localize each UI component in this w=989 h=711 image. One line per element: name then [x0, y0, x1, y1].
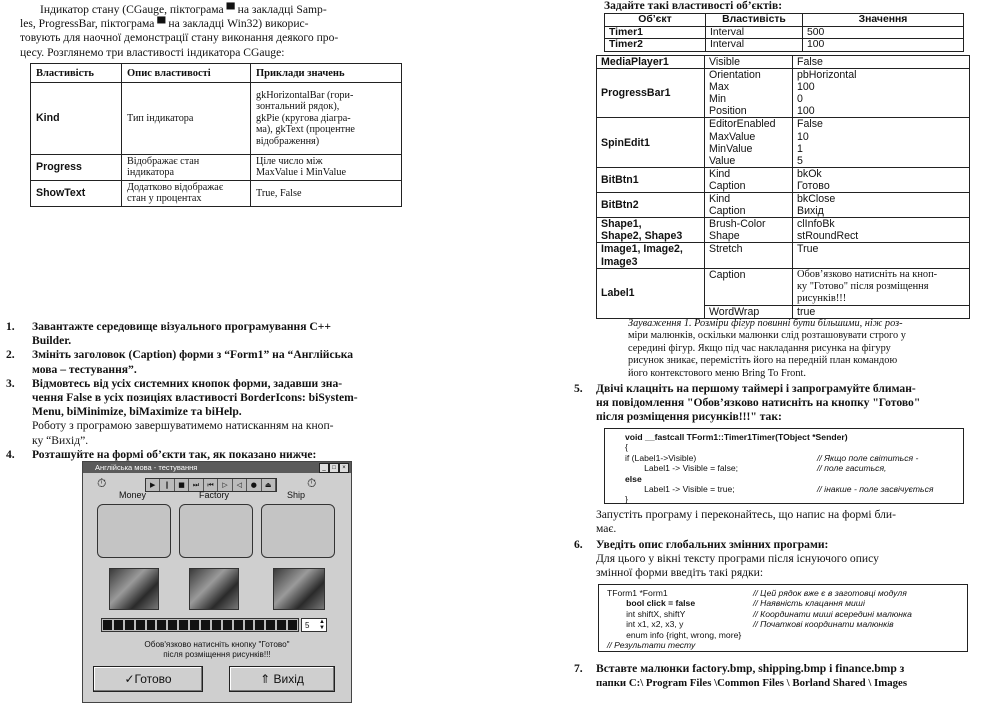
- maximize-icon: □: [329, 463, 339, 473]
- step-line: Завантажте середовище візуального програмування C++: [32, 320, 331, 333]
- property-cell: [705, 218, 793, 243]
- intro-line: товують для наочної демонстрації стану виконання деякого про-: [20, 31, 339, 45]
- step-line: мова – тестування”.: [32, 362, 137, 376]
- step-6: [574, 538, 989, 581]
- code-line: enum info {right, wrong, more}: [607, 629, 742, 640]
- intro-line: Індикатор стану (CGauge, піктограма ▀ на закладці Samp-: [40, 3, 327, 16]
- minimize-icon: _: [319, 463, 329, 473]
- cell-line: Image1, Image2,: [601, 243, 683, 256]
- property-cell: Visible: [705, 56, 793, 69]
- cell-line: False: [797, 118, 823, 131]
- property-cell: Interval: [706, 39, 803, 52]
- cell-line: 100: [797, 81, 815, 94]
- table-row: [605, 39, 964, 52]
- label-factory: Factory: [199, 490, 230, 500]
- cell-line: gkPie (кругова діагра-: [256, 112, 351, 124]
- step-line: змінної форми введіть такі рядки:: [596, 566, 764, 580]
- cell-line: Shape2, Shape3: [601, 230, 683, 243]
- cell-line: Обов’язково натисніть на кноп-: [797, 268, 938, 280]
- table-row: [605, 26, 964, 39]
- object-cell: MediaPlayer1: [597, 56, 705, 69]
- step-icon: ▷: [218, 479, 232, 491]
- form-title-bar: [83, 462, 351, 473]
- cell-line: 5: [797, 154, 803, 167]
- code-line: Label1 -> Visible = true; // інакше - поле засвічується: [625, 483, 934, 494]
- value-cell: False: [793, 56, 970, 69]
- step-number: 3.: [6, 376, 15, 390]
- gauge-properties-table: [30, 63, 402, 207]
- value-cell: [793, 218, 970, 243]
- message-line: Обов'язково натисніть кнопку "Готово": [144, 640, 290, 649]
- table-header-row: [31, 64, 402, 83]
- note-line: рисунок зникає, перемістіть його на передній план командою: [628, 355, 898, 367]
- cell-line: bkClose: [797, 193, 836, 206]
- cell-line: Image3: [601, 255, 638, 268]
- table-row: [597, 167, 970, 192]
- code-line: TForm1 *Form1 // Цей рядок вже є в заготовці модуля: [607, 588, 907, 598]
- cell-line: gkHorizontalBar (гори-: [256, 89, 354, 101]
- object-cell: BitBtn2: [597, 193, 705, 218]
- step-line: ня повідомлення "Обов’язково натисніть на кнопку "Готово": [596, 396, 921, 410]
- shape-3: [261, 504, 335, 558]
- cell-line: MaxValue і MinValue: [256, 167, 346, 179]
- step-number: 2.: [6, 348, 15, 362]
- cell-line: Caption: [709, 205, 746, 218]
- step-line: Двічі клацніть на першому таймері і запрограмуйте блиман-: [596, 382, 916, 395]
- step-number: 6.: [574, 538, 583, 551]
- property-examples: [251, 83, 402, 155]
- object-cell: SpinEdit1: [597, 118, 705, 167]
- intro-line: цесу. Розглянемо три властивості індикатора CGauge:: [20, 45, 285, 59]
- note-line: міри малюнків, оскільки малюнки слід розташовувати строго у: [628, 330, 906, 342]
- property-examples: [251, 155, 402, 181]
- cell-line: Готово: [797, 179, 830, 192]
- step-line: чення False в усіх позиціях властивості BorderIcons: biSystem-: [32, 391, 358, 405]
- close-icon: ×: [339, 463, 349, 473]
- step-2: [6, 348, 420, 376]
- step-line: Builder.: [32, 334, 72, 348]
- value-cell: [793, 167, 970, 192]
- cell-line: Відображає стан: [127, 156, 200, 167]
- value-cell: 500: [803, 26, 964, 39]
- cell-line: Position: [709, 105, 747, 118]
- value-cell: True: [793, 243, 970, 268]
- eject-icon: ⏏: [262, 479, 276, 491]
- table-row: [597, 56, 970, 69]
- code-line: }: [625, 494, 628, 505]
- steps-list: [6, 320, 420, 462]
- property-cell: Stretch: [705, 243, 793, 268]
- timer-icon: ⏱: [307, 476, 317, 490]
- table-row: [31, 83, 402, 155]
- step-line: Для цього у вікні тексту програми після існуючого опису: [596, 552, 879, 566]
- note-line: його контекстового меню Bring To Front.: [628, 367, 806, 379]
- note-paragraph: [628, 318, 966, 380]
- cell-line: 100: [797, 105, 815, 118]
- header-cell: Значення: [803, 14, 964, 27]
- section-heading: Задайте такі властивості об’єктів:: [604, 0, 783, 12]
- cell-line: Min: [709, 93, 727, 106]
- stop-icon: ■: [175, 479, 189, 491]
- record-icon: ●: [247, 479, 261, 491]
- play-icon: ▶: [146, 479, 160, 491]
- step-line: Вставте малюнки factory.bmp, shipping.bmp і finance.bmp з: [596, 662, 905, 675]
- code-line: {: [625, 442, 628, 453]
- step-7: [574, 662, 989, 690]
- timer-icon: ⏱: [97, 476, 107, 490]
- note-line: середині фігур. Якщо під час накладання рисунка на фігуру: [628, 342, 891, 354]
- code-line: else: [625, 473, 642, 484]
- cell-line: ку "Готово" після розміщення: [797, 280, 929, 292]
- property-cell: Interval: [706, 26, 803, 39]
- cell-line: 10: [797, 130, 809, 143]
- cell-line: MinValue: [709, 142, 753, 155]
- cell-line: індикатора: [127, 167, 174, 179]
- object-cell: BitBtn1: [597, 167, 705, 192]
- cell-line: Shape: [709, 230, 740, 243]
- header-cell: Об’єкт: [605, 14, 706, 27]
- ok-button[interactable]: ✓Готово: [93, 666, 203, 692]
- step-number: 7.: [574, 662, 583, 675]
- code-line: if (Label1->Visible) // Якщо поле світиться -: [625, 452, 919, 463]
- step-line: Розташуйте на формі об’єкти так, як показано нижче:: [32, 447, 317, 461]
- cell-line: зонтальний рядок),: [256, 101, 340, 113]
- property-cell: [705, 193, 793, 218]
- shape-2: [179, 504, 253, 558]
- header-cell: Опис властивості: [122, 64, 251, 83]
- cell-line: clInfoBk: [797, 218, 835, 231]
- timer-code-block: [604, 428, 964, 504]
- code-line: int x1, x2, x3, y // Початкові координати малюнків: [607, 619, 894, 630]
- object-cell: ProgressBar1: [597, 69, 705, 118]
- after-step-5-paragraph: [596, 508, 972, 536]
- shape-1: [97, 504, 171, 558]
- code-line: bool click = false // Наявність клацання миші: [607, 598, 865, 609]
- step-1: [6, 320, 420, 348]
- form-preview-window: [82, 461, 352, 703]
- form-title: Англійська мова - тестування: [95, 463, 198, 472]
- table-row: [597, 243, 970, 268]
- property-description: [122, 155, 251, 181]
- cell-line: рисунків!!!: [797, 292, 847, 304]
- image-1[interactable]: [109, 568, 159, 610]
- table-row: [597, 193, 970, 218]
- cell-line: pbHorizontal: [797, 69, 857, 82]
- pause-icon: ‖: [160, 479, 174, 491]
- step-line: ку “Вихід”.: [32, 433, 89, 447]
- cell-line: Orientation: [709, 69, 761, 82]
- intro-paragraph: [20, 3, 412, 60]
- property-cell: [705, 69, 793, 118]
- progress-bar: [101, 618, 299, 632]
- table-row: [597, 69, 970, 118]
- cell-line: bkOk: [797, 167, 822, 180]
- table-row: [597, 268, 970, 305]
- cell-line: Brush-Color: [709, 218, 766, 231]
- step-line: Menu, biMinimize, biMaximize та biHelp.: [32, 405, 242, 419]
- value-cell: [793, 193, 970, 218]
- header-cell: Властивість: [706, 14, 803, 27]
- property-name: Progress: [31, 155, 122, 181]
- code-line: // Результати тесту: [607, 639, 696, 650]
- back-icon: ◁: [233, 479, 247, 491]
- label-money: Money: [119, 490, 147, 500]
- spin-arrows-icon[interactable]: ▲ ▼: [319, 619, 325, 631]
- label-ship: Ship: [287, 490, 306, 500]
- cell-line: Вихід: [797, 205, 824, 218]
- value-cell: 100: [803, 39, 964, 52]
- paragraph-line: Запустіть програму і переконайтесь, що напис на формі бли-: [596, 508, 896, 521]
- cell-line: Kind: [709, 167, 731, 180]
- message-line: після розміщення рисунків!!!: [163, 650, 271, 659]
- cell-line: відображення): [256, 135, 320, 147]
- component-properties-table: [596, 55, 970, 319]
- step-number: 4.: [6, 447, 15, 461]
- cell-line: Max: [709, 81, 730, 94]
- step-line: після розміщення рисунків!!!" так:: [596, 410, 782, 424]
- step-line: Змініть заголовок (Caption) форми з “Form1” на “Англійська: [32, 348, 354, 362]
- close-button[interactable]: ⇑ Вихід: [229, 666, 335, 692]
- value-cell: [793, 69, 970, 118]
- value-cell: [793, 118, 970, 167]
- step-5: [574, 382, 989, 425]
- cell-line: Value: [709, 154, 736, 167]
- step-line: Роботу з програмою завершуватимемо натисканням на кноп-: [32, 419, 334, 433]
- cell-line: 1: [797, 142, 803, 155]
- object-cell: [597, 218, 705, 243]
- next-icon: ⏭: [189, 479, 203, 491]
- object-cell: Label1: [597, 268, 705, 318]
- table-row: [597, 218, 970, 243]
- table-row: [31, 155, 402, 181]
- step-4: [6, 448, 420, 462]
- table-row: [31, 180, 402, 206]
- property-name: ShowText: [31, 180, 122, 206]
- blinking-message: [83, 640, 351, 660]
- cell-line: MaxValue: [709, 130, 756, 143]
- note-line: Зауваження 1. Розміри фігур повинні бути більшими, ніж роз-: [628, 318, 903, 329]
- paragraph-line: має.: [596, 522, 617, 536]
- cell-line: Kind: [709, 193, 731, 206]
- property-description: [122, 83, 251, 155]
- object-cell: Timer2: [605, 39, 706, 52]
- prev-icon: ⏮: [204, 479, 218, 491]
- step-line: Відмовтесь від усіх системних кнопок форми, задавши зна-: [32, 376, 343, 390]
- step-line: папки C:\ Program Files \Common Files \ Borland Shared \ Images: [596, 677, 908, 690]
- table-row: [597, 118, 970, 167]
- property-cell: [705, 118, 793, 167]
- table-header-row: [605, 14, 964, 27]
- cell-line: stRoundRect: [797, 230, 859, 243]
- image-2[interactable]: [189, 568, 239, 610]
- cell-line: Ціле число між: [256, 156, 323, 167]
- timer-properties-table: [604, 13, 964, 52]
- code-line: int shiftX, shiftY // Координати миші всередині малюнка: [607, 608, 912, 619]
- step-number: 1.: [6, 320, 15, 333]
- value-cell: true: [793, 305, 970, 318]
- property-cell: Caption: [705, 268, 793, 305]
- cell-line: EditorEnabled: [709, 118, 776, 131]
- cell-line: 0: [797, 93, 803, 106]
- cell-line: True, False: [256, 187, 302, 199]
- code-line: Label1 -> Visible = false; // поле гаситься,: [625, 463, 887, 474]
- spin-value: 5: [305, 621, 310, 630]
- code-line: void __fastcall TForm1::Timer1Timer(TObject *Sender): [625, 432, 848, 442]
- cell-line: Caption: [709, 179, 746, 192]
- globals-code-block: [598, 584, 968, 652]
- cell-line: Додатково відображає: [127, 181, 224, 193]
- step-3: [6, 377, 420, 448]
- cell-line: ма), gkText (процентне: [256, 124, 355, 136]
- cell-line: Shape1,: [601, 218, 642, 231]
- property-name: Kind: [31, 83, 122, 155]
- step-line: Уведіть опис глобальних змінних програми:: [596, 538, 829, 551]
- property-cell: [705, 167, 793, 192]
- cell-line: стан у процентах: [127, 193, 202, 205]
- value-cell: [793, 268, 970, 305]
- object-cell: [597, 243, 705, 268]
- property-description: [122, 180, 251, 206]
- property-cell: WordWrap: [705, 305, 793, 318]
- header-cell: Властивість: [31, 64, 122, 83]
- spin-edit[interactable]: [301, 618, 327, 632]
- step-number: 5.: [574, 382, 583, 395]
- header-cell: Приклади значень: [251, 64, 402, 83]
- intro-line: les, ProgressBar, піктограма ▀ на закладці Win32) викорис-: [20, 17, 309, 31]
- cell-line: Тип індикатора: [127, 112, 194, 124]
- property-examples: [251, 180, 402, 206]
- image-3[interactable]: [273, 568, 325, 610]
- object-cell: Timer1: [605, 26, 706, 39]
